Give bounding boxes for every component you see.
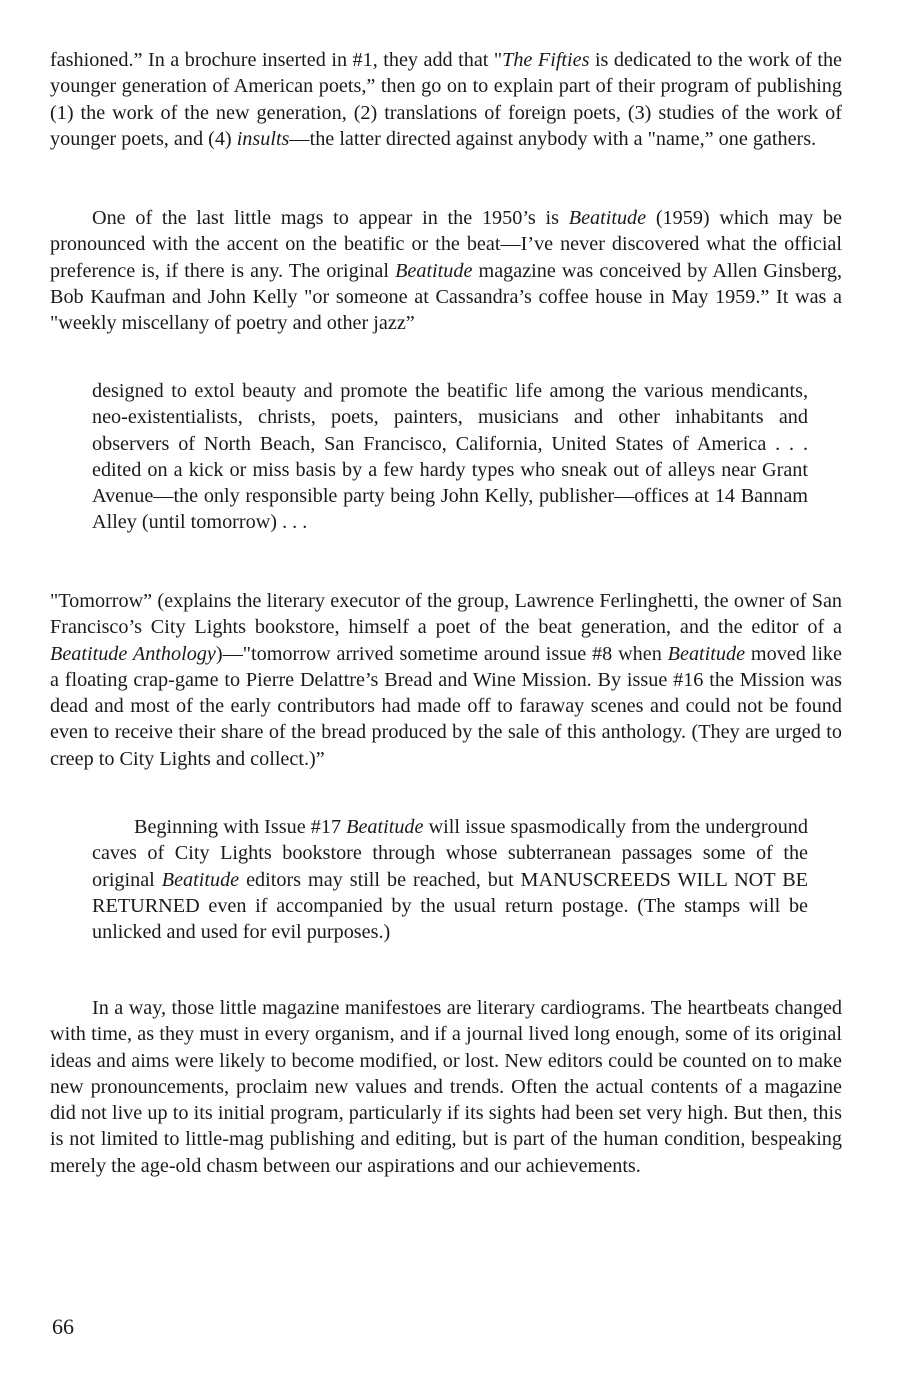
block-quote: [92, 814, 808, 945]
italic-title-text: Beatitude: [568, 207, 647, 229]
body-paragraph: [50, 47, 842, 152]
text-run: —the latter directed against anybody with a "name,” one gathers.: [289, 127, 817, 150]
text-run: will issue spasmodically from the underground caves of City Lights bookstore through whose subterranean passages some of the original: [92, 816, 808, 891]
text-run: "Tomorrow” (explains the literary executor of the group, Lawrence Ferlinghetti, the owner of San Francisco’s City Lights bookstore, himself a poet of the beat generation, and the editor of a: [50, 590, 842, 639]
italic-title-text: Beatitude: [395, 259, 473, 282]
text-run: magazine was conceived by Allen Ginsberg, Bob Kaufman and John Kelly "or someone at Cassandra’s coffee house in May 1959.” It was a "weekly miscellany of poetry and other jazz”: [50, 259, 843, 335]
text-run: )—"tomorrow arrived sometime around issue #8 when: [215, 642, 668, 665]
body-paragraph: [50, 588, 842, 772]
page-number: 66: [52, 1314, 74, 1339]
text-run: editors may still be reached, but MANUSCREEDS WILL NOT BE RETURNED even if accompanied by the usual return postage. (The stamps will be unlicked and used for evil purposes.): [92, 868, 808, 944]
text-run: fashioned.” In a brochure inserted in #1, they add that ": [50, 49, 503, 71]
italic-title-text: Beatitude: [161, 868, 240, 891]
italic-title-text: The Fifties: [502, 49, 590, 71]
text-run: Beginning with Issue #17: [134, 816, 347, 838]
text-run: In a way, those little magazine manifestoes are literary cardiograms. The heartbeats changed with time, as they must in every organism, and if a journal lived long enough, some of its original ideas and aims were likely to become modified, or lost. New editors could be counted on to make new pronouncements, proclaim new values and trends. Often the actual contents of a magazine did not live up to its initial program, particularly if its sights had been set very high. But then, this is not limited to little-mag publishing and editing, but is part of the human condition, bespeaking merely the age-old chasm between our aspirations and our achievements.: [50, 997, 842, 1177]
italic-title-text: Beatitude: [667, 642, 746, 665]
text-run: (1959) which may be pronounced with the accent on the beatific or the beat—I’ve never discovered what the official preference is, if there is any. The original: [50, 207, 842, 282]
text-run: One of the last little mags to appear in the 1950’s is: [92, 207, 569, 229]
body-paragraph: [50, 205, 842, 336]
italic-title-text: insults: [236, 127, 290, 150]
italic-title-text: Beatitude: [346, 816, 424, 838]
block-quote: [92, 378, 808, 536]
text-run: designed to extol beauty and promote the beatific life among the various mendicants, neo-existentialists, christs, poets, painters, musicians and other inhabitants and observers of North Beach, San Francisco, California, United States of America . . . edited on a kick or miss basis by a few hardy types who sneak out of alleys near Grant Avenue—the only responsible party being John Kelly, publisher—offices at 14 Bannam Alley (until tomorrow) . . .: [92, 380, 808, 534]
text-run: is dedicated to the work of the younger generation of American poets,” then go on to explain part of their program of publishing (1) the work of the new generation, (2) translations of foreign poets, (3) studies of the work of younger poets, and (4): [50, 49, 842, 150]
italic-title-text: Beatitude Anthology: [50, 642, 216, 665]
text-run: moved like a floating crap-game to Pierre Delattre’s Bread and Wine Mission. By issue #16 the Mission was dead and most of the early contributors had made off to faraway scenes and could not be found even to receive their share of the bread produced by the sale of this anthology. (They are urged to creep to City Lights and collect.)”: [50, 642, 842, 770]
body-paragraph: [50, 995, 842, 1179]
